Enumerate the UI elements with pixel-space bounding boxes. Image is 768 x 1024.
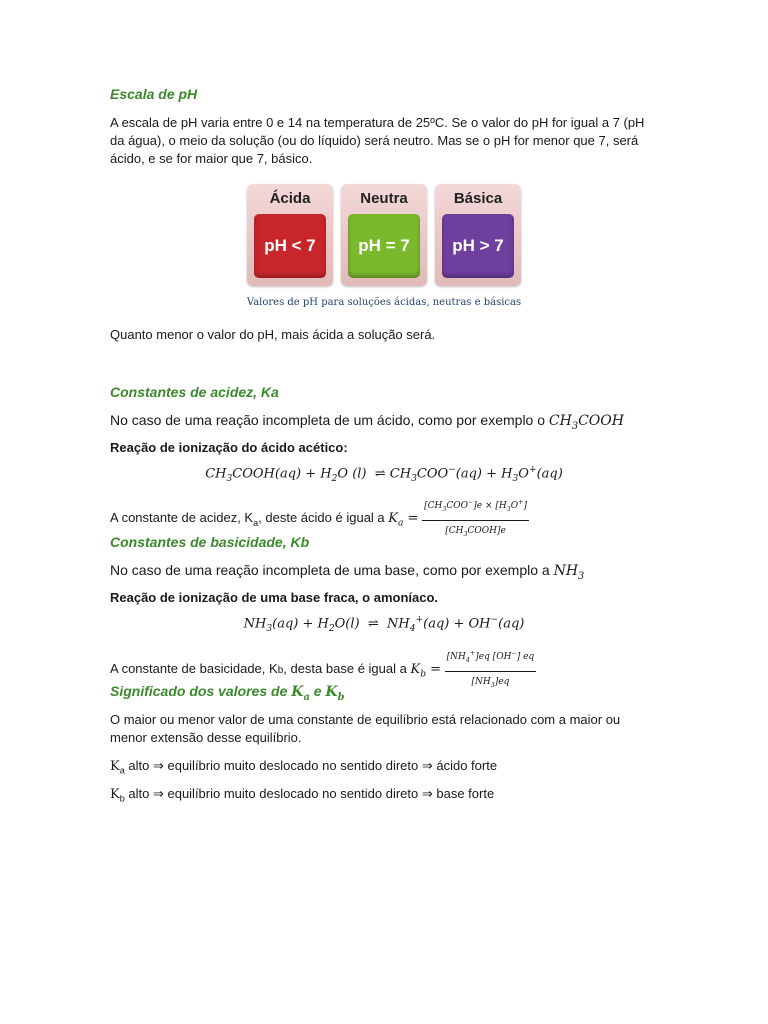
neutral-box-value: pH = 7 <box>348 214 420 278</box>
kb-symbol: $K_b$ = <box>410 662 442 680</box>
acid-box <box>247 184 333 286</box>
basic-box-title: Básica <box>453 190 503 207</box>
neutral-box-title: Neutra <box>360 190 408 207</box>
meaning-heading-text: Significado dos valores de <box>110 683 288 699</box>
acid-box-value: pH < 7 <box>254 214 326 278</box>
ka-constant-text-b: , deste ácido é igual a <box>258 510 385 526</box>
kb-fraction: $\frac{[NH_4^+]eq [OH^-] eq}{[NH_3]eq}$ <box>445 645 537 695</box>
meaning-intro: O maior ou menor valor de uma constante de equilíbrio está relacionado com a maior ou menor extensão desse equilíbrio. <box>110 712 621 745</box>
acetic-acid-formula: $CH_3COOH$ <box>548 413 624 432</box>
ph-scale-heading: Escala de pH <box>110 86 198 102</box>
ph-scale-figure <box>247 184 522 286</box>
kb-constant-line: A constante de basicidade, Kb, desta base é igual a $K_b$ = $\frac{[NH_4^+]eq [OH^-] eq}{[NH_3]eq}$ <box>110 645 658 695</box>
meaning-ka-symbol: $K_a$ <box>291 684 310 703</box>
acid-box-title: Ácida <box>269 190 311 207</box>
ka-intro <box>110 411 658 436</box>
ka-high-text: alto ⇒ equilíbrio muito deslocado no sentido direto ⇒ ácido forte <box>128 758 498 773</box>
ammonia-formula: $NH_3$ <box>553 563 585 582</box>
kb-intro-text: No caso de uma reação incompleta de uma base, como por exemplo a <box>110 562 550 578</box>
basic-box <box>435 184 521 286</box>
ka-high-line <box>110 757 658 780</box>
meaning-kb-symbol: $K_b$ <box>325 684 345 703</box>
basic-box-value: pH > 7 <box>442 214 514 278</box>
ka-intro-text: No caso de uma reação incompleta de um ácido, como por exemplo o <box>110 412 546 428</box>
figure-caption: Valores de pH para soluções ácidas, neutras e básicas <box>246 297 522 308</box>
meaning-heading <box>110 683 344 703</box>
meaning-heading-and: e <box>313 683 322 699</box>
kb-high-line <box>110 785 658 808</box>
ph-scale-intro: A escala de pH varia entre 0 e 14 na temperatura de 25ºC. Se o valor do pH for igual a 7 (pH da água), o meio da solução (ou do líquido) será neutro. Mas se o pH for menor que 7, será ácido, e se for maior que 7, básico. <box>110 115 645 166</box>
kb-label: $K_b$ <box>110 787 125 804</box>
ammonia-equation: $NH_3(aq) + H_2O(l)$ ⇌ $NH_4^+(aq) + OH^-(aq)$ <box>243 615 525 634</box>
kb-reaction-label: Reação de ionização de uma base fraca, o amoníaco. <box>110 590 439 605</box>
ka-symbol: $K_a$ = <box>388 511 419 529</box>
kb-constant-text-a: A constante de basicidade, K <box>110 661 278 677</box>
kb-intro <box>110 561 658 586</box>
ka-fraction: $\frac{[CH_3COO^-]e \times [H_3O^+]}{[CH_3COOH]e}$ <box>422 494 529 544</box>
ph-closing-text: Quanto menor o valor do pH, mais ácida a solução será. <box>110 327 436 342</box>
acetic-acid-equation: $CH_3COOH(aq) + H_2O$ (l) ⇌ $CH_3COO^-(aq) + H_3O^+(aq)$ <box>205 465 563 484</box>
ka-heading: Constantes de acidez, Ka <box>110 384 279 400</box>
kb-constant-text-b: , desta base é igual a <box>283 661 407 677</box>
ka-constant-text-a: A constante de acidez, K <box>110 510 254 526</box>
ka-label: $K_a$ <box>110 759 125 776</box>
ka-reaction-label: Reação de ionização do ácido acético: <box>110 440 348 455</box>
neutral-box <box>341 184 427 286</box>
ka-constant-line: A constante de acidez, $K_a$, deste ácido é igual a $K_a$ = $\frac{[CH_3COO^-]e \times [H_3O^+]}{[CH_3COOH]e}$ <box>110 494 658 544</box>
kb-heading: Constantes de basicidade, Kb <box>110 534 310 550</box>
kb-high-text: alto ⇒ equilíbrio muito deslocado no sentido direto ⇒ base forte <box>128 786 495 801</box>
